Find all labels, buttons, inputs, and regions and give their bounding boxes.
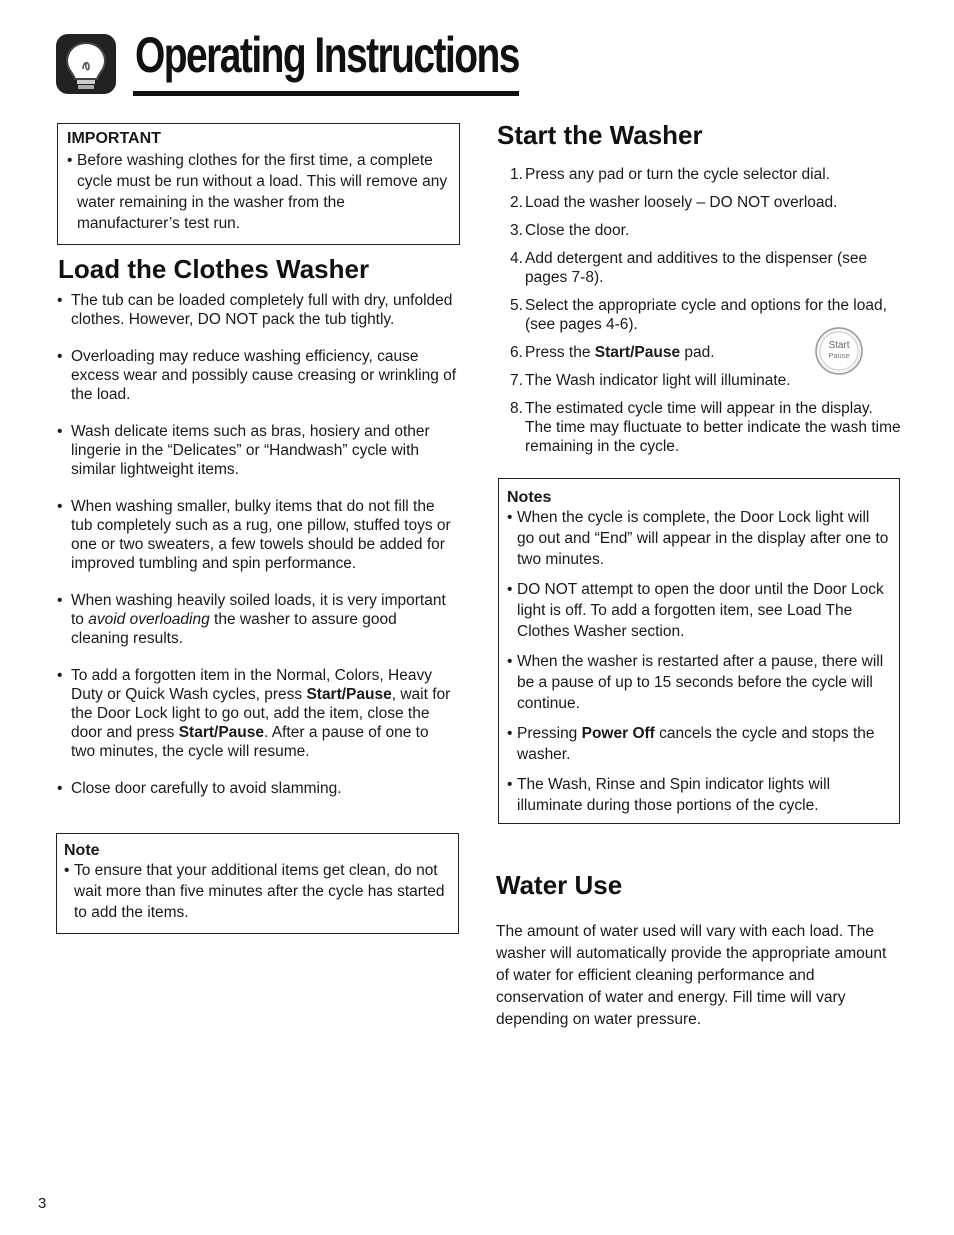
list-item: • When washing smaller, bulky items that do not fill the tub completely such as a rug, one pillow, stuffed toys or one or two sweaters, a few towels should be added for improved tumbling and spin performance. — [57, 497, 457, 573]
water-text: The amount of water used will vary with each load. The washer will automatically provide the appropriate amount of water for efficient cleaning performance and conservation of water and energy. Fill time will vary depending on water pressure. — [496, 923, 887, 1028]
list-item: • When washing heavily soiled loads, it is very important to avoid overloading the washer to assure good cleaning results. — [57, 591, 457, 648]
page-number: 3 — [38, 1195, 47, 1212]
lightbulb-icon — [55, 33, 117, 95]
step-item: 4. Add detergent and additives to the dispenser (see pages 7-8). — [510, 250, 868, 286]
important-text: • Before washing clothes for the first time, a complete cycle must be run without a load. This will remove any water remaining in the washer from the manufacturer’s test run. — [67, 150, 449, 234]
step-item: 5. Select the appropriate cycle and options for the load, (see pages 4-6). — [510, 297, 887, 333]
start-pause-button-icon — [814, 326, 864, 376]
note-heading: Note — [64, 842, 100, 859]
load-heading: Load the Clothes Washer — [58, 254, 370, 284]
list-item: • DO NOT attempt to open the door until the Door Lock light is off. To add a forgotten item, see Load The Clothes Washer section. — [507, 579, 889, 642]
list-item: • Pressing Power Off cancels the cycle and stops the washer. — [507, 723, 889, 765]
list-item: • Overloading may reduce washing efficiency, cause excess wear and possibly cause creasing or wrinkling of the load. — [57, 347, 457, 404]
note-text: • To ensure that your additional items get clean, do not wait more than five minutes after the cycle has started to add the items. — [64, 860, 448, 923]
important-heading: IMPORTANT — [67, 130, 161, 147]
notes-heading: Notes — [507, 489, 552, 506]
start-steps — [510, 165, 902, 465]
list-item: • Wash delicate items such as bras, hosiery and other lingerie in the “Delicates” or “Handwash” cycle with similar lightweight items. — [57, 422, 457, 479]
list-item: • To add a forgotten item in the Normal, Colors, Heavy Duty or Quick Wash cycles, press Start/Pause, wait for the Door Lock light to go out, add the item, close the door and press Start/Pause. After a pause of one to two minutes, the cycle will resume. — [57, 666, 457, 761]
step-item: 1. Press any pad or turn the cycle selector dial. — [510, 166, 830, 183]
list-item: • The tub can be loaded completely full with dry, unfolded clothes. However, DO NOT pack the tub tightly. — [57, 291, 457, 329]
pause-icon-label: Pause — [828, 351, 850, 360]
list-item: • When the washer is restarted after a pause, there will be a pause of up to 15 seconds before the cycle will continue. — [507, 651, 889, 714]
step-item: 7. The Wash indicator light will illuminate. — [510, 372, 791, 389]
start-heading: Start the Washer — [497, 120, 703, 150]
start-icon-label: Start — [828, 340, 850, 351]
important-box — [57, 123, 460, 245]
list-item: • The Wash, Rinse and Spin indicator lights will illuminate during those portions of the cycle. — [507, 774, 889, 816]
water-heading: Water Use — [496, 870, 623, 900]
notes-box — [498, 478, 900, 824]
step-item: 3. Close the door. — [510, 222, 630, 239]
list-item: • When the cycle is complete, the Door Lock light will go out and “End” will appear in the display after one to two minutes. — [507, 507, 889, 570]
title-underline — [133, 91, 519, 96]
list-item: • Close door carefully to avoid slamming. — [57, 779, 457, 798]
note-box — [56, 833, 459, 934]
step-item: 6. Press the Start/Pause pad. — [510, 344, 715, 361]
step-item: 8. The estimated cycle time will appear in the display. The time may fluctuate to better indicate the wash time remaining in the cycle. — [510, 400, 901, 455]
page-title: Operating Instructions — [135, 27, 519, 83]
step-item: 2. Load the washer loosely – DO NOT overload. — [510, 194, 838, 211]
load-list — [57, 291, 457, 816]
